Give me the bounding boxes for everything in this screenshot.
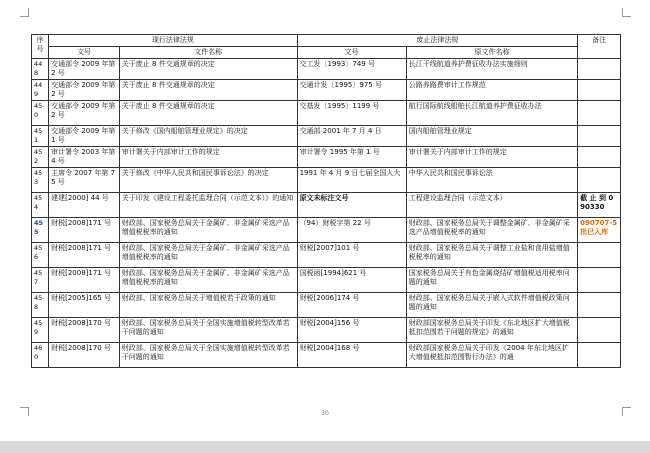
remark-cell: 090707-5 批已入库 bbox=[578, 218, 621, 243]
current-file-name-cell: 财政部、国家税务总局关于金属矿、非金属矿采选产品增值税税率的通知 bbox=[119, 218, 297, 243]
repealed-doc-no-cell: 审计署令 1995 年第 1 号 bbox=[297, 147, 406, 168]
table-row bbox=[32, 293, 621, 318]
current-file-name-cell: 财政部、国家税务总局关于金属矿、非金属矿采选产品增值税税率的通知 bbox=[119, 243, 297, 268]
table-row bbox=[32, 147, 621, 168]
current-doc-no-cell: 建建[2000] 44 号 bbox=[49, 193, 120, 218]
table-row bbox=[32, 343, 621, 368]
seq-cell: 460 bbox=[32, 343, 49, 368]
table-row bbox=[32, 243, 621, 268]
header-row-1 bbox=[32, 35, 621, 47]
repealed-doc-no-cell: 1991 年 4 月 9 日七届全国人大 bbox=[297, 168, 406, 193]
table-row bbox=[32, 168, 621, 193]
current-file-name-cell: 关于废止 8 件交通规章的决定 bbox=[119, 80, 297, 101]
repealed-doc-no-cell: 交通部 2001 年 7 月 4 日 bbox=[297, 126, 406, 147]
current-doc-no-cell: 财税[2008]171 号 bbox=[49, 218, 120, 243]
current-file-name-cell: 财政部、国家税务总局关于增值税若干政策的通知 bbox=[119, 293, 297, 318]
table-row bbox=[32, 59, 621, 80]
seq-cell: 450 bbox=[32, 101, 49, 126]
seq-cell: 452 bbox=[32, 147, 49, 168]
seq-cell: 459 bbox=[32, 318, 49, 343]
current-file-name-cell: 审计署关于内部审计工作的规定 bbox=[119, 147, 297, 168]
repealed-doc-no-cell: 交基发〔1995〕1199 号 bbox=[297, 101, 406, 126]
repealed-doc-no-cell: 财税[2007]101 号 bbox=[297, 243, 406, 268]
remark-cell bbox=[578, 80, 621, 101]
repealed-file-name-cell: 航行国际航线船舶长江航道养护费征收办法 bbox=[406, 101, 577, 126]
current-file-name-cell: 财政部、国家税务总局关于金属矿、非金属矿采选产品增值税税率的通知 bbox=[119, 268, 297, 293]
repealed-file-name-cell: 中华人民共和国民事诉讼法 bbox=[406, 168, 577, 193]
seq-cell: 448 bbox=[32, 59, 49, 80]
current-doc-no-cell: 交通部令 2009 年第 2 号 bbox=[49, 80, 120, 101]
repealed-doc-no-cell: 财税[2006]174 号 bbox=[297, 293, 406, 318]
table-row bbox=[32, 101, 621, 126]
repealed-doc-no-cell: 原文未标注文号 bbox=[297, 193, 406, 218]
repealed-file-name-cell: 财政部国家税务总局关于印发《东北地区扩大增值税抵扣范围若干问题的规定》的通知 bbox=[406, 318, 577, 343]
current-doc-no-cell: 财税[2008]170 号 bbox=[49, 318, 120, 343]
current-doc-no-header: 文号 bbox=[49, 47, 120, 59]
remark-cell bbox=[578, 268, 621, 293]
repealed-laws-header: 废止法律法规 bbox=[297, 35, 578, 47]
current-doc-no-cell: 审计署令 2003 年第 4 号 bbox=[49, 147, 120, 168]
repealed-file-name-cell: 财政部、国家税务总局关于调整金属矿、非金属矿采选产品增值税税率的通知 bbox=[406, 218, 577, 243]
current-doc-no-cell: 主席令 2007 年第 75 号 bbox=[49, 168, 120, 193]
repealed-doc-no-cell: 国税函[1994]621 号 bbox=[297, 268, 406, 293]
current-doc-no-cell: 财税[2008]171 号 bbox=[49, 243, 120, 268]
remark-header: 备注 bbox=[578, 35, 621, 59]
remark-cell bbox=[578, 293, 621, 318]
remark-cell bbox=[578, 318, 621, 343]
remark-cell bbox=[578, 101, 621, 126]
repealed-file-name-cell: 财政部国家税务总局关于印发《2004 年东北地区扩大增值税抵扣范围暂行办法》的通 bbox=[406, 343, 577, 368]
repealed-file-name-header: 原文件名称 bbox=[406, 47, 577, 59]
current-file-name-cell: 财政部、国家税务总局关于全国实施增值税转型改革若干问题的通知 bbox=[119, 343, 297, 368]
seq-cell: 456 bbox=[32, 243, 49, 268]
seq-cell: 451 bbox=[32, 126, 49, 147]
current-doc-no-cell: 财税[2005]165 号 bbox=[49, 293, 120, 318]
current-doc-no-cell: 交通部令 2009 年第 1 号 bbox=[49, 126, 120, 147]
remark-cell bbox=[578, 59, 621, 80]
seq-cell: 454 bbox=[32, 193, 49, 218]
page-number: 30 bbox=[321, 410, 329, 417]
current-file-name-cell: 关于印发《建设工程委托监理合同（示范文本）》的通知 bbox=[119, 193, 297, 218]
repealed-doc-no-cell: 交通计发〔1995〕975 号 bbox=[297, 80, 406, 101]
remark-cell bbox=[578, 168, 621, 193]
seq-header: 序号 bbox=[32, 35, 49, 59]
remark-cell: 截 止 到 090330 bbox=[578, 193, 621, 218]
crop-mark-top-left bbox=[20, 8, 29, 17]
current-file-name-cell: 关于修改《中华人民共和国民事诉讼法》的决定 bbox=[119, 168, 297, 193]
current-file-name-cell: 关于修改《国内船舶管理业规定》的决定 bbox=[119, 126, 297, 147]
current-laws-header: 现行法律法规 bbox=[49, 35, 297, 47]
table-row bbox=[32, 268, 621, 293]
repealed-doc-no-cell: 交工发〔1993〕749 号 bbox=[297, 59, 406, 80]
remark-cell bbox=[578, 343, 621, 368]
seq-cell: 449 bbox=[32, 80, 49, 101]
current-file-name-header: 文件名称 bbox=[119, 47, 297, 59]
current-doc-no-cell: 交通部令 2009 年第 2 号 bbox=[49, 101, 120, 126]
remark-cell bbox=[578, 126, 621, 147]
page-gap-band bbox=[0, 441, 650, 453]
repealed-doc-no-cell: （94）财税字第 22 号 bbox=[297, 218, 406, 243]
repealed-file-name-cell: 审计署关于内部审计工作的规定 bbox=[406, 147, 577, 168]
remark-cell bbox=[578, 243, 621, 268]
current-doc-no-cell: 财税[2008]171 号 bbox=[49, 268, 120, 293]
table-row bbox=[32, 318, 621, 343]
repealed-doc-no-header: 文号 bbox=[297, 47, 406, 59]
table-row bbox=[32, 218, 621, 243]
repealed-file-name-cell: 国内船舶管理业规定 bbox=[406, 126, 577, 147]
seq-cell: 453 bbox=[32, 168, 49, 193]
header-row-2 bbox=[32, 47, 621, 59]
repealed-file-name-cell: 国家税务总局关于有色金属烧结矿增值税适用税率问题的通知 bbox=[406, 268, 577, 293]
repealed-file-name-cell: 工程建设监理合同（示范文本） bbox=[406, 193, 577, 218]
current-file-name-cell: 关于废止 8 件交通规章的决定 bbox=[119, 101, 297, 126]
repealed-file-name-cell: 财政部、国家税务总局关于调整工业盐和食用盐增值税税率的通知 bbox=[406, 243, 577, 268]
current-doc-no-cell: 交通部令 2009 年第 2 号 bbox=[49, 59, 120, 80]
repealed-doc-no-cell: 财税[2004]156 号 bbox=[297, 318, 406, 343]
table-row bbox=[32, 126, 621, 147]
current-doc-no-cell: 财税[2008]170 号 bbox=[49, 343, 120, 368]
remark-cell bbox=[578, 147, 621, 168]
repealed-file-name-cell: 财政部、国家税务总局关于嵌入式软件增值税政策问题的通知 bbox=[406, 293, 577, 318]
seq-cell: 455 bbox=[32, 218, 49, 243]
seq-cell: 458 bbox=[32, 293, 49, 318]
table-row bbox=[32, 80, 621, 101]
repealed-file-name-cell: 公路养路费审计工作规范 bbox=[406, 80, 577, 101]
repealed-file-name-cell: 长江干线航道养护费征收办法实施细则 bbox=[406, 59, 577, 80]
current-file-name-cell: 关于废止 8 件交通规章的决定 bbox=[119, 59, 297, 80]
current-file-name-cell: 财政部、国家税务总局关于全国实施增值税转型改革若干问题的通知 bbox=[119, 318, 297, 343]
repealed-doc-no-cell: 财税[2004]168 号 bbox=[297, 343, 406, 368]
regulation-table bbox=[31, 34, 621, 368]
seq-cell: 457 bbox=[32, 268, 49, 293]
crop-mark-top-right bbox=[622, 8, 631, 17]
table-row bbox=[32, 193, 621, 218]
